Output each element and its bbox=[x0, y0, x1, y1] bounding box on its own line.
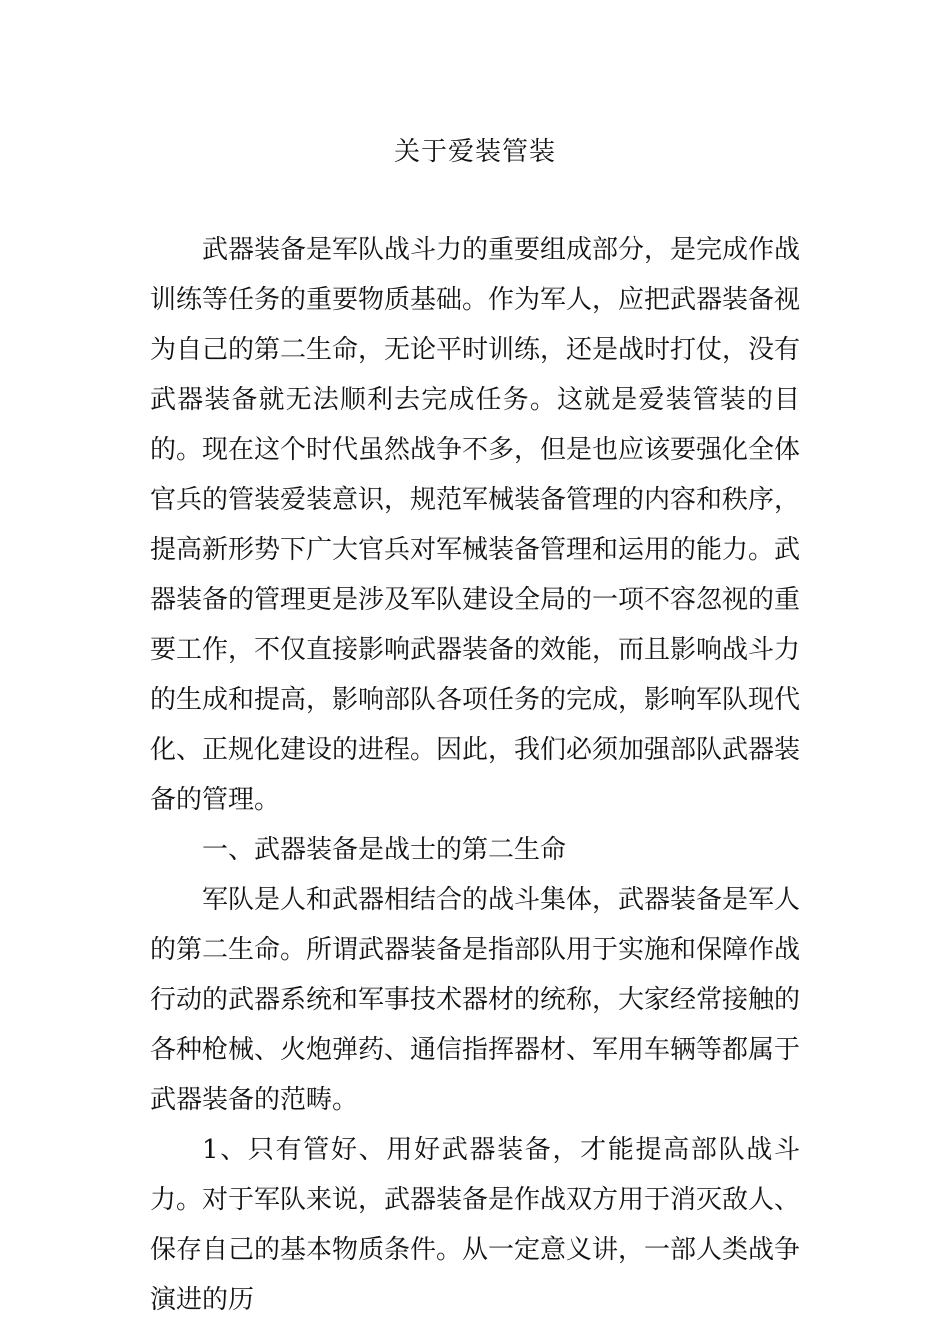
document-body bbox=[150, 225, 800, 1325]
section-heading: 一、武器装备是战士的第二生命 bbox=[202, 835, 567, 865]
document-title: 关于爱装管装 bbox=[393, 137, 556, 167]
paragraph-intro: 武器装备是军队战斗力的重要组成部分，是完成作战训练等任务的重要物质基础。作为军人，应把武器装备视为自己的第二生命，无论平时训练，还是战时打仗，没有武器装备就无法顺利去完成任务。这就是爱装管装的目的。现在这个时代虽然战争不多，但是也应该要强化全体官兵的管装爱装意识，规范军械装备管理的内容和秩序，提高新形势下广大官兵对军械装备管理和运用的能力。武器装备的管理更是涉及军队建设全局的一项不容忽视的重要工作，不仅直接影响武器装备的效能，而且影响战斗力的生成和提高，影响部队各项任务的完成，影响军队现代化、正规化建设的进程。因此，我们必须加强部队武器装备的管理。 bbox=[150, 235, 801, 815]
paragraph-point-1: 1、只有管好、用好武器装备，才能提高部队战斗力。对于军队来说，武器装备是作战双方用于消灭敌人、保存自己的基本物质条件。从一定意义讲，一部人类战争演进的历 bbox=[150, 1135, 801, 1315]
paragraph-definition: 军队是人和武器相结合的战斗集体，武器装备是军人的第二生命。所谓武器装备是指部队用于实施和保障作战行动的武器系统和军事技术器材的统称，大家经常接触的各种枪械、火炮弹药、通信指挥器材、军用车辆等都属于武器装备的范畴。 bbox=[150, 885, 801, 1115]
